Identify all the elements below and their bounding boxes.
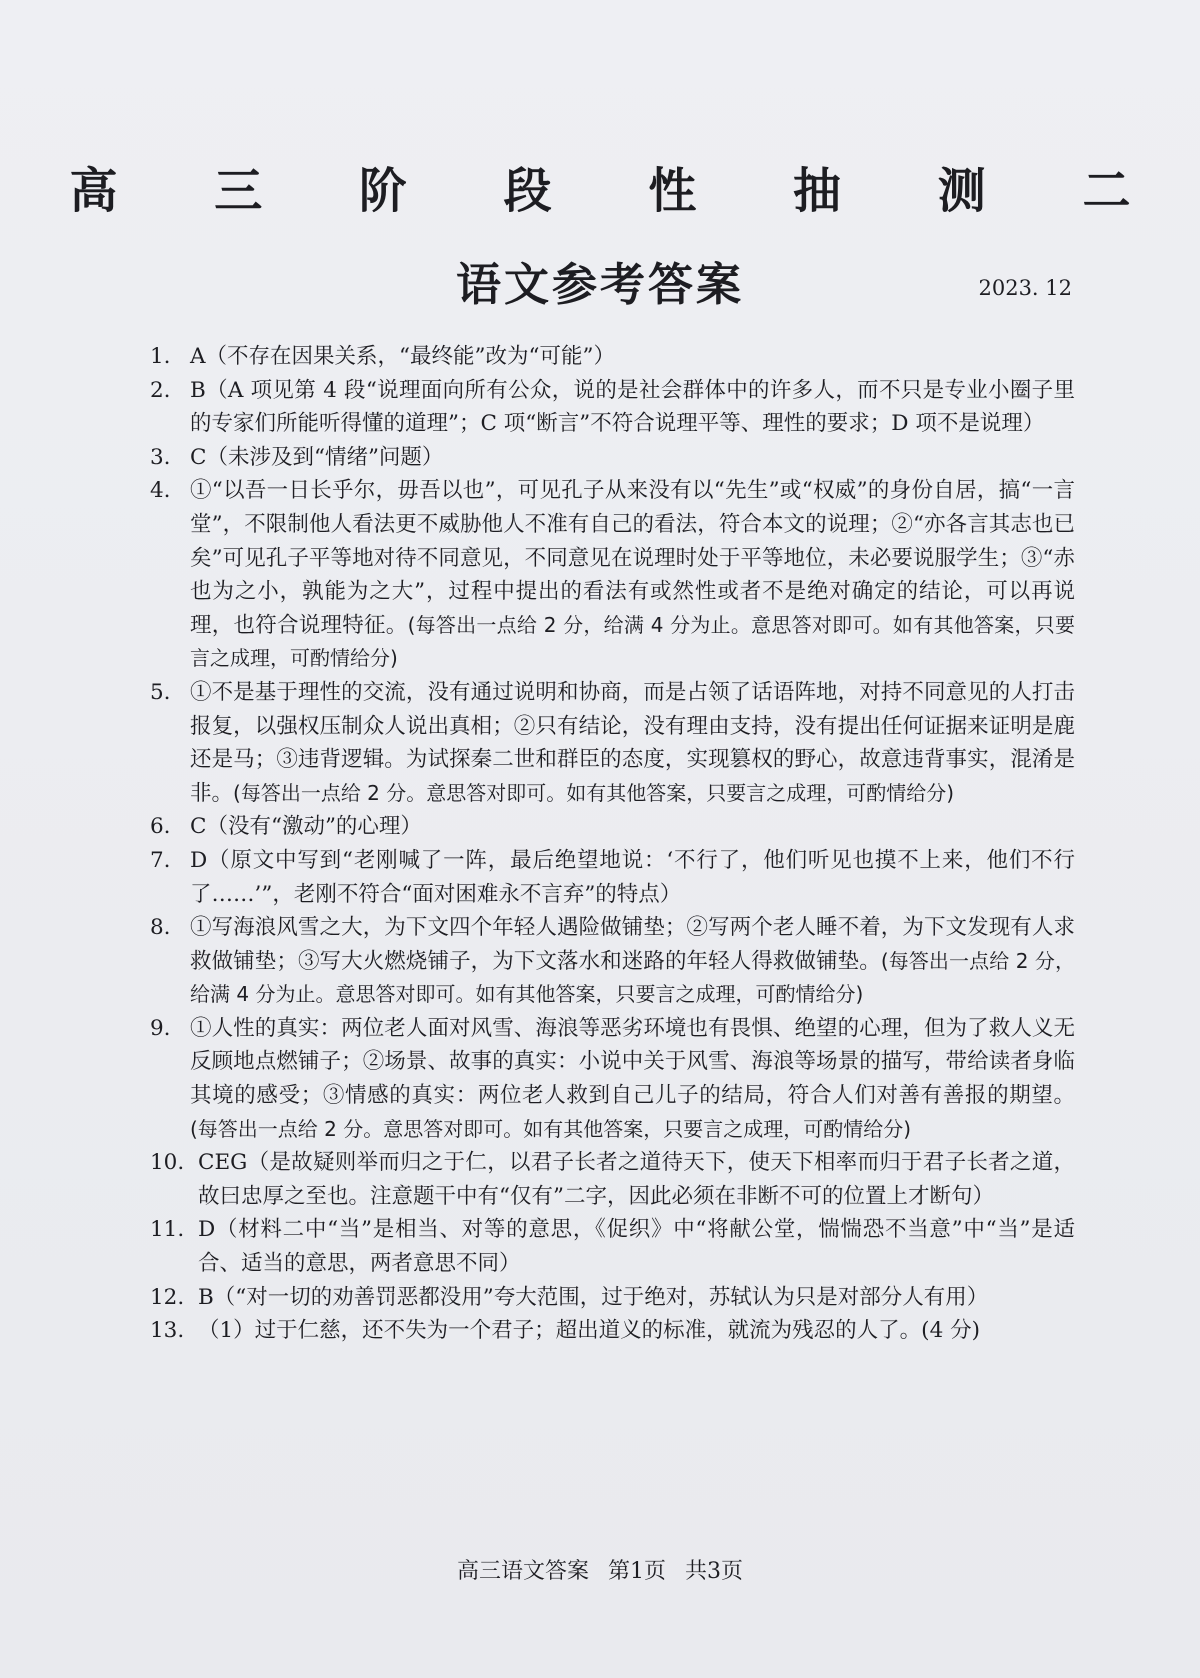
answer-number: 13.	[150, 1318, 185, 1344]
answer-text: A（不存在因果关系，“最终能”改为“可能”）	[190, 344, 615, 369]
answer-item-5	[150, 676, 1075, 810]
answer-text: CEG（是故疑则举而归之于仁，以君子长者之道待天下，使天下相率而归于君子长者之道，故曰忠厚之至也。注意题干中有“仅有”二字，因此必须在非断不可的位置上才断句）	[198, 1150, 1075, 1209]
answer-item-9	[150, 1012, 1075, 1146]
answer-item-10	[150, 1146, 1075, 1213]
answer-text: D（材料二中“当”是相当、对等的意思，《促织》中“将献公堂，惴惴恐不当意”中“当”是适合、适当的意思，两者意思不同）	[198, 1217, 1075, 1277]
answer-number: 8.	[150, 915, 171, 941]
footer-page-total: 共3页	[685, 1559, 743, 1584]
answer-item-3	[150, 441, 1075, 475]
exam-date: 2023. 12	[978, 276, 1072, 300]
answer-number: 5.	[150, 679, 171, 705]
answer-text: ①人性的真实：两位老人面对风雪、海浪等恶劣环境也有畏惧、绝望的心理，但为了救人义无反顾地点燃铺子；②场景、故事的真实：小说中关于风雪、海浪等场景的描写，带给读者身临其境的感受；③情感的真实：两位老人救到自己儿子的结局，符合人们对善有善报的期望。(每答出一点给 2 分。意思答对即可。如有其他答案，只要言之成理，可酌情给分)	[190, 1015, 1075, 1141]
answer-text: ①写海浪风雪之大，为下文四个年轻人遇险做铺垫；②写两个老人睡不着，为下文发现有人求救做铺垫；③写大火燃烧铺子，为下文落水和迷路的年轻人得救做铺垫。(每答出一点给 2 分，给满 4 分为止。意思答对即可。如有其他答案，只要言之成理，可酌情给分)	[190, 915, 1075, 1007]
answer-list	[150, 340, 1075, 1348]
answer-item-7	[150, 844, 1075, 911]
answer-item-1	[150, 340, 1075, 374]
scoring-note: (每答出一点给 2 分，给满 4 分为止。意思答对即可。如有其他答案，只要言之成理，可酌情给分)	[190, 612, 1075, 671]
answer-text: C（未涉及到“情绪”问题）	[190, 444, 444, 470]
answer-number: 4.	[150, 478, 171, 504]
answer-number: 2.	[150, 377, 171, 403]
answer-text: D（原文中写到“老刚喊了一阵，最后绝望地说：‘不行了，他们听见也摸不上来，他们不行了……’”，老刚不符合“面对困难永不言弃”的特点）	[190, 847, 1075, 907]
answer-number: 1.	[150, 344, 171, 369]
page-subtitle: 语文参考答案	[455, 258, 744, 311]
page-footer	[0, 1554, 1200, 1585]
answer-number: 9.	[150, 1015, 171, 1041]
answer-text: （1）过于仁慈，还不失为一个君子；超出道义的标准，就流为残忍的人了。(4 分)	[198, 1318, 980, 1344]
answer-item-4	[150, 474, 1075, 676]
footer-page-number: 第1页	[608, 1559, 666, 1584]
scoring-note: (每答出一点给 2 分。意思答对即可。如有其他答案，只要言之成理，可酌情给分)	[233, 780, 955, 805]
answer-text: C（没有“激动”的心理）	[190, 814, 422, 840]
answer-number: 11.	[150, 1217, 185, 1243]
answer-item-6	[150, 810, 1075, 844]
footer-label: 高三语文答案	[456, 1559, 589, 1584]
answer-text: ①“以吾一日长乎尔，毋吾以也”，可见孔子从来没有以“先生”或“权威”的身份自居，搞“一言堂”，不限制他人看法更不威胁他人不准有自己的看法，符合本文的说理；②“亦各言其志也已矣”可见孔子平等地对待不同意见，不同意见在说理时处于平等地位，未必要说服学生；③“赤也为之小，孰能为之大”，过程中提出的看法有或然性或者不是绝对确定的结论，可以再说理，也符合说理特征。(每答出一点给 2 分，给满 4 分为止。意思答对即可。如有其他答案，只要言之成理，可酌情给分)	[190, 478, 1075, 671]
answer-item-8	[150, 911, 1075, 1012]
answer-text: ①不是基于理性的交流，没有通过说明和协商，而是占领了话语阵地，对持不同意见的人打击报复，以强权压制众人说出真相；②只有结论，没有理由支持，没有提出任何证据来证明是鹿还是马；③违背逻辑。为试探秦二世和群臣的态度，实现篡权的野心，故意违背事实，混淆是非。(每答出一点给 2 分。意思答对即可。如有其他答案，只要言之成理，可酌情给分)	[190, 679, 1075, 806]
answer-number: 7.	[150, 847, 171, 873]
answer-text: B（A 项见第 4 段“说理面向所有公众，说的是社会群体中的许多人，而不只是专业小圈子里的专家们所能听得懂的道理”；C 项“断言”不符合说理平等、理性的要求；D 项不是说理）	[190, 377, 1075, 437]
page-title: 高 三 阶 段 性 抽 测 二	[69, 163, 1171, 219]
scoring-note: (每答出一点给 2 分，给满 4 分为止。意思答对即可。如有其他答案，只要言之成理，可酌情给分)	[190, 948, 1075, 1007]
answer-number: 3.	[150, 444, 171, 470]
answer-item-13	[150, 1314, 1075, 1348]
answer-number: 6.	[150, 814, 171, 840]
answer-number: 10.	[150, 1150, 185, 1176]
answer-item-2	[150, 374, 1075, 441]
answer-item-12	[150, 1281, 1075, 1315]
answer-item-11	[150, 1213, 1075, 1280]
answer-number: 12.	[150, 1284, 185, 1310]
scoring-note: (每答出一点给 2 分。意思答对即可。如有其他答案，只要言之成理，可酌情给分)	[190, 1116, 912, 1141]
answer-text: B（“对一切的劝善罚恶都没用”夸大范围，过于绝对，苏轼认为只是对部分人有用）	[198, 1284, 989, 1310]
